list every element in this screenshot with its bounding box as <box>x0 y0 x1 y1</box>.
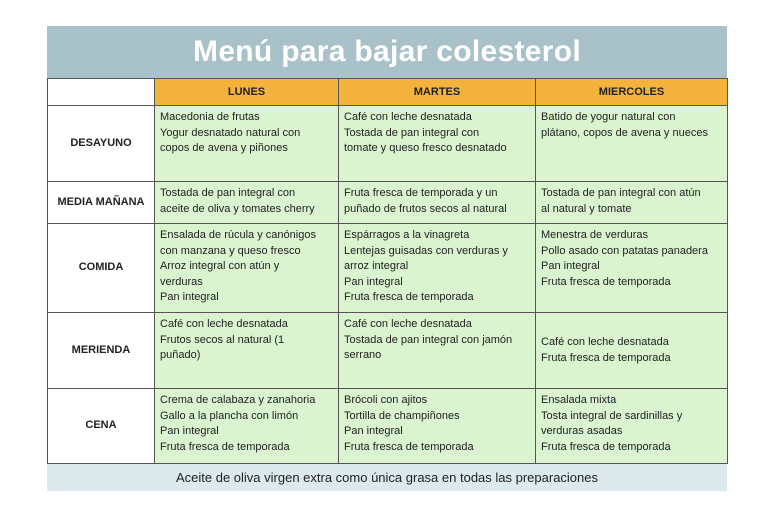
page-title: Menú para bajar colesterol <box>47 26 727 78</box>
meal-item: Tostada de pan integral con <box>344 126 480 139</box>
meal-cell <box>536 389 728 464</box>
table-row <box>48 313 728 389</box>
meal-cell <box>339 224 536 313</box>
meal-item: Ensalada de rúcula y canónigos <box>160 229 316 241</box>
row-label: COMIDA <box>48 224 155 313</box>
footer-note: Aceite de oliva virgen extra como única grasa en todas las preparaciones <box>47 464 727 491</box>
table-row <box>48 389 728 464</box>
meal-item: al natural y tomate <box>541 202 632 215</box>
meal-item: Tostada de pan integral con <box>160 187 296 199</box>
meal-item: Frutos secos al natural (1 <box>160 333 285 346</box>
meal-item: verduras <box>160 275 203 288</box>
meal-item: Batido de yogur natural con <box>541 111 676 123</box>
meal-item: Fruta fresca de temporada y un <box>344 187 498 199</box>
row-label: DESAYUNO <box>48 106 155 182</box>
meal-cell <box>155 313 339 389</box>
meal-item: Brócoli con ajitos <box>344 394 428 406</box>
meal-item: Pan integral <box>344 425 403 437</box>
meal-cell <box>155 182 339 224</box>
meal-item: verduras asadas <box>541 425 623 437</box>
meal-item: plátano, copos de avena y nueces <box>541 126 708 139</box>
meal-item: Café con leche desnatada <box>541 336 669 348</box>
meal-cell <box>339 106 536 182</box>
meal-item: Tostada de pan integral con jamón <box>344 333 513 346</box>
table-row <box>48 106 728 182</box>
column-header-martes: MARTES <box>339 79 536 106</box>
meal-item: Pan integral <box>344 275 403 288</box>
column-header-lunes: LUNES <box>155 79 339 106</box>
meal-cell <box>155 106 339 182</box>
meal-cell <box>155 224 339 313</box>
meal-item: Fruta fresca de temporada <box>344 291 474 303</box>
meal-item: Café con leche desnatada <box>344 111 472 123</box>
table-row <box>48 182 728 224</box>
meal-cell <box>339 313 536 389</box>
meal-item: Pan integral <box>160 291 219 303</box>
meal-item: Fruta fresca de temporada <box>541 440 671 453</box>
meal-item: Menestra de verduras <box>541 229 648 241</box>
meal-item: Espárragos a la vinagreta <box>344 229 470 241</box>
meal-cell <box>536 182 728 224</box>
meal-item: Yogur desnatado natural con <box>160 126 301 139</box>
meal-item: Crema de calabaza y zanahoria <box>160 394 316 406</box>
meal-item: Café con leche desnatada <box>344 318 472 330</box>
row-label: CENA <box>48 389 155 464</box>
meal-cell <box>339 389 536 464</box>
menu-document <box>47 26 727 491</box>
row-label: MERIENDA <box>48 313 155 389</box>
meal-cell <box>339 182 536 224</box>
table-row <box>48 224 728 313</box>
column-header-miercoles: MIERCOLES <box>536 79 728 106</box>
meal-item: copos de avena y piñones <box>160 142 288 154</box>
meal-item: Macedonia de frutas <box>160 111 260 123</box>
meal-item: Gallo a la plancha con limón <box>160 409 299 422</box>
header-row <box>48 79 728 106</box>
meal-item: Tortilla de champiñones <box>344 409 460 422</box>
meal-item: Lentejas guisadas con verduras y <box>344 244 508 257</box>
meal-cell <box>155 389 339 464</box>
meal-item: tomate y queso fresco desnatado <box>344 142 507 154</box>
meal-item: puñado de frutos secos al natural <box>344 202 507 215</box>
meal-item: Ensalada mixta <box>541 394 617 406</box>
meal-item: Fruta fresca de temporada <box>160 440 290 453</box>
corner-cell <box>48 79 155 106</box>
meal-item: aceite de oliva y tomates cherry <box>160 202 315 215</box>
meal-item: Tosta integral de sardinillas y <box>541 409 683 422</box>
meal-item: puñado) <box>160 349 201 361</box>
meal-item: Fruta fresca de temporada <box>541 351 671 364</box>
meal-cell <box>536 313 728 389</box>
meal-item: Pan integral <box>541 260 600 272</box>
meal-item: Pan integral <box>160 425 219 437</box>
meal-item: Tostada de pan integral con atún <box>541 187 701 199</box>
meal-item: con manzana y queso fresco <box>160 244 301 257</box>
menu-table <box>47 78 728 464</box>
meal-item: Arroz integral con atún y <box>160 260 280 272</box>
meal-cell <box>536 224 728 313</box>
meal-item: Fruta fresca de temporada <box>541 275 671 288</box>
meal-item: Café con leche desnatada <box>160 318 288 330</box>
meal-item: Fruta fresca de temporada <box>344 440 474 453</box>
row-label: MEDIA MAÑANA <box>48 182 155 224</box>
meal-cell <box>536 106 728 182</box>
meal-item: Pollo asado con patatas panadera <box>541 244 708 257</box>
meal-item: arroz integral <box>344 260 409 272</box>
meal-item: serrano <box>344 349 382 361</box>
